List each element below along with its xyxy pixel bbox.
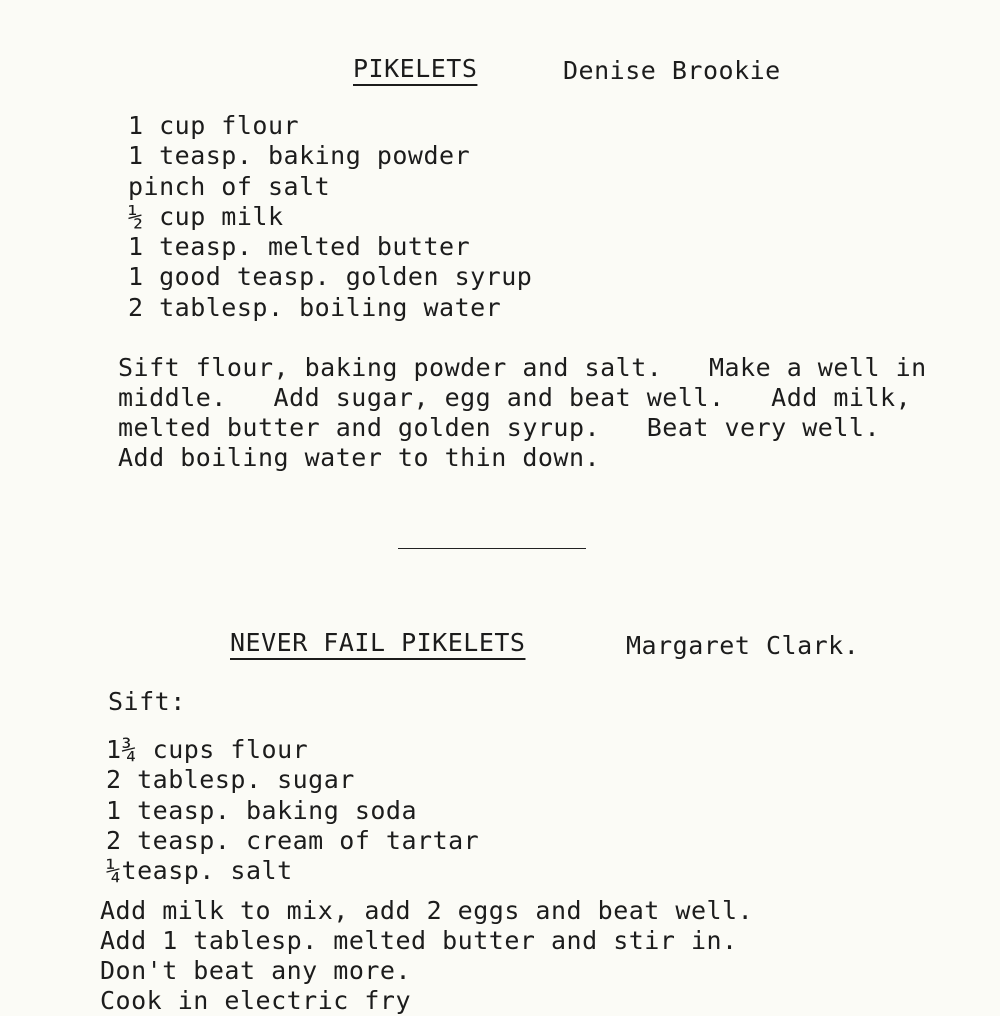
method-line: Cook in electric fry	[100, 986, 412, 1015]
method-line: Add 1 tablesp. melted butter and stir in.	[100, 926, 738, 955]
method-line: middle. Add sugar, egg and beat well. Add milk,	[118, 383, 912, 412]
ingredient-item: 1 good teasp. golden syrup	[128, 262, 533, 292]
ingredient-item: 1 teasp. melted butter	[128, 232, 471, 262]
ingredient-item: 1 teasp. baking soda	[106, 795, 418, 825]
method-line: melted butter and golden syrup. Beat very well.	[118, 413, 881, 442]
recipe-title: NEVER FAIL PIKELETS	[230, 628, 526, 657]
recipe-author: Margaret Clark.	[626, 631, 860, 660]
ingredient-list	[128, 111, 532, 323]
method-paragraph	[100, 896, 753, 1016]
ingredient-item: 1 teasp. baking powder	[128, 141, 471, 171]
method-line: Add boiling water to thin down.	[118, 443, 601, 472]
method-line: Sift flour, baking powder and salt. Make a well in	[118, 353, 927, 382]
ingredient-item: ½ cup milk	[128, 201, 284, 231]
method-paragraph	[118, 353, 927, 473]
ingredient-item: 2 tablesp. sugar	[106, 765, 355, 795]
ingredient-item: ¼teasp. salt	[106, 856, 293, 886]
recipe-author: Denise Brookie	[563, 56, 781, 85]
ingredient-item: 1 cup flour	[128, 111, 300, 140]
ingredient-list	[106, 735, 479, 886]
ingredient-item: pinch of salt	[128, 171, 331, 201]
ingredient-item: 2 teasp. cream of tartar	[106, 825, 480, 855]
ingredient-item: 1¾ cups flour	[106, 735, 309, 764]
ingredient-item: 2 tablesp. boiling water	[128, 292, 502, 322]
recipe-title: PIKELETS	[353, 54, 478, 83]
method-line: Don't beat any more.	[100, 956, 412, 985]
section-divider	[398, 548, 586, 549]
sift-label: Sift:	[108, 687, 186, 716]
method-line: Add milk to mix, add 2 eggs and beat well.	[100, 896, 754, 925]
